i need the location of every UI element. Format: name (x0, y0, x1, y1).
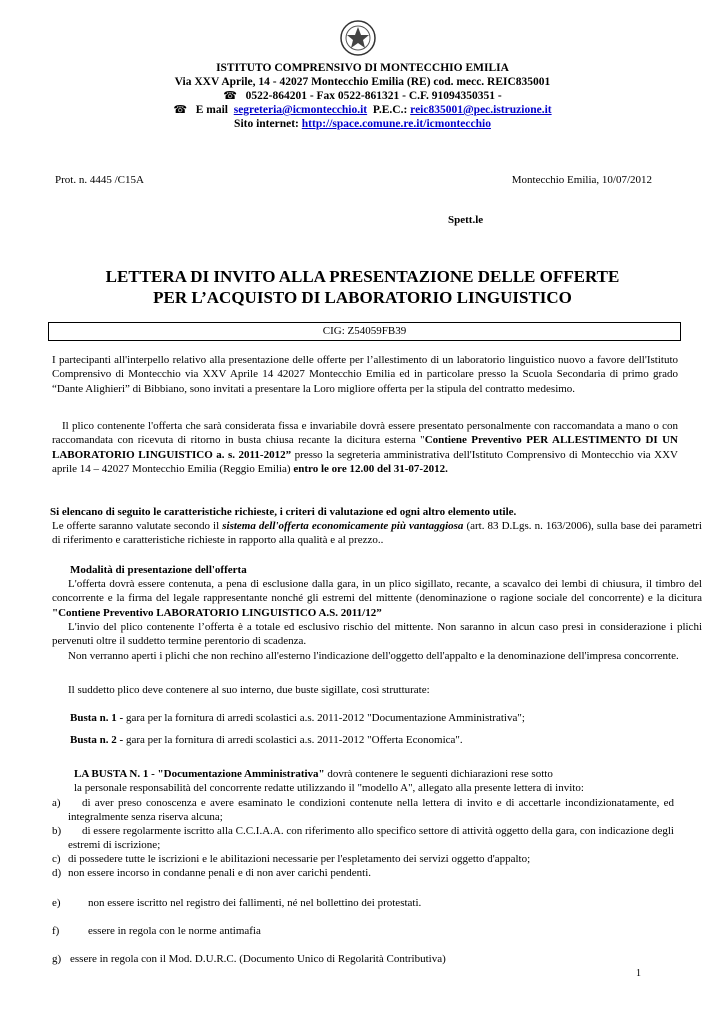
paragraph-intro: I partecipanti all'interpello relativo alla presentazione delle offerte per l’allestimento di un laboratorio linguistico nuovo a favore dell'Istituto Comprensivo di Montecchio via XXV Aprile 14 42027 Montecchio Emilia ed in particolare presso la Scuola Secondaria di primo grado “Dante Alighieri” di Bibbiano, sono invitati a presentare la Loro migliore offerta per la stipula del contratto medesimo. (52, 354, 678, 395)
paragraph-invio: L'invio del plico contenente l’offerta è a totale ed esclusivo rischio del mittente. Non saranno in alcun caso presi in considerazione i plichi pervenuti oltre il suddetto termine perentorio di scadenza. (52, 621, 702, 648)
busta-1: Busta n. 1 - gara per la fornitura di arredi scolastici a.s. 2011-2012 "Documentazione Amministrativa"; (70, 712, 525, 724)
list-item: di possedere tutte le iscrizioni e le abilitazioni necessarie per l'espletamento dei servizi oggetto d'appalto; (68, 853, 531, 865)
list-item: di essere regolarmente iscritto alla C.C.I.A.A. con riferimento allo specifico settore di attività oggetto della gara, con indicazione degli estremi di iscrizione; (68, 825, 674, 852)
protocol-number: Prot. n. 4445 /C15A (55, 174, 144, 186)
telephone-icon: ☎ (223, 89, 237, 102)
busta1-subheading: la personale responsabilità del concorrente redatte utilizzando il "modello A", allegato alla presente lettera di invito: (74, 782, 584, 794)
paragraph-valutazione: Le offerte saranno valutate secondo il sistema dell'offerta economicamente più vantaggiosa (art. 83 D.Lgs. n. 163/2006), sulla base dei parametri di riferimento e caratteristiche richieste in rapporto alla qualità e al prezzo.. (52, 520, 702, 547)
email-link[interactable]: segreteria@icmontecchio.it (233, 104, 368, 116)
heading-modalita: Modalità di presentazione dell'offerta (70, 564, 247, 576)
paragraph-plico: Il plico contenente l'offerta che sarà considerata fissa e invariabile dovrà essere presentato personalmente con raccomandata a mano o con raccomandata con ricevuta di ritorno in busta chiusa recante la dicitura esterna "Contiene Preventivo PER ALLESTIMENTO DI UN LABORATORIO LINGUISTICO a. s. 2011-2012” presso la segreteria amministrativa dell'Istituto Comprensivo di Montecchio via XXV aprile 14 – 42027 Montecchio Emilia (Reggio Emilia) entro le ore 12.00 del 31-07-2012. (52, 420, 678, 476)
site-link[interactable]: http://space.comune.re.it/icmontecchio (301, 118, 491, 130)
site-label: Sito internet: (234, 118, 299, 130)
list-item-label: d) (52, 867, 62, 879)
republic-emblem-icon (338, 18, 378, 58)
list-item-label: c) (52, 853, 61, 865)
list-item: non essere iscritto nel registro dei fallimenti, né nel bollettino dei protestati. (88, 897, 422, 909)
institute-address: Via XXV Aprile, 14 - 42027 Montecchio Emilia (RE) cod. mecc. REIC835001 (174, 76, 551, 88)
busta-2: Busta n. 2 - gara per la fornitura di arredi scolastici a.s. 2011-2012 "Offerta Economica". (70, 734, 463, 746)
recipient: Spett.le (448, 214, 484, 226)
list-item-label: e) (52, 897, 61, 909)
phone-line (0, 89, 725, 103)
pec-link[interactable]: reic835001@pec.istruzione.it (410, 104, 552, 116)
page-number: 1 (636, 968, 641, 979)
list-item-label: b) (52, 825, 62, 837)
telephone-icon: ☎ (173, 103, 188, 116)
email-line (0, 103, 725, 117)
paragraph-criteria-heading: Si elencano di seguito le caratteristiche richieste, i criteri di valutazione ed ogni altro elemento utile. (50, 506, 517, 518)
list-item: essere in regola con le norme antimafia (88, 925, 261, 937)
busta1-heading: LA BUSTA N. 1 - "Documentazione Amministrativa" dovrà contenere le seguenti dichiarazioni rese sotto (74, 768, 553, 780)
site-line (0, 117, 725, 131)
institute-name: ISTITUTO COMPRENSIVO DI MONTECCHIO EMILIA (216, 62, 509, 74)
phone-numbers: 0522-864201 - Fax 0522-861321 - C.F. 91094350351 - (245, 90, 502, 102)
list-item-label: f) (52, 925, 60, 937)
paragraph-modalita: L'offerta dovrà essere contenuta, a pena di esclusione dalla gara, in un plico sigillato, recante, a scavalco dei lembi di chiusura, il timbro del concorrente e la firma del legale rappresentante nonché gli estremi del mittente (denominazione o ragione sociale del concorrente) e la dicitura "Contiene Preventivo LABORATORIO LINGUISTICO A.S. 2011/12” (52, 578, 702, 619)
email-label: E mail (195, 104, 228, 116)
list-item: di aver preso conoscenza e avere esaminato le condizioni contenute nella lettera di invito e di accettarle incondizionatamente, ed integralmente senza riserva alcuna; (68, 797, 674, 824)
list-item-label: g) (52, 953, 62, 965)
letter-title-line1: LETTERA DI INVITO ALLA PRESENTAZIONE DELLE OFFERTE (105, 267, 620, 286)
pec-label: P.E.C.: (372, 104, 408, 116)
letter-title-line2: PER L’ACQUISTO DI LABORATORIO LINGUISTICO (153, 288, 572, 307)
paragraph-non-aperti: Non verranno aperti i plichi che non rechino all'esterno l'indicazione dell'oggetto dell'appalto e la denominazione dell'impresa concorrente. (68, 650, 679, 662)
cig-code-box: CIG: Z54059FB39 (48, 322, 681, 341)
list-item: essere in regola con il Mod. D.U.R.C. (Documento Unico di Regolarità Contributiva) (70, 953, 446, 965)
paragraph-buste: Il suddetto plico deve contenere al suo interno, due buste sigillate, così strutturate: (68, 684, 430, 696)
list-item: non essere incorso in condanne penali e di non aver carichi pendenti. (68, 867, 371, 879)
place-date: Montecchio Emilia, 10/07/2012 (511, 174, 652, 186)
list-item-label: a) (52, 797, 61, 809)
